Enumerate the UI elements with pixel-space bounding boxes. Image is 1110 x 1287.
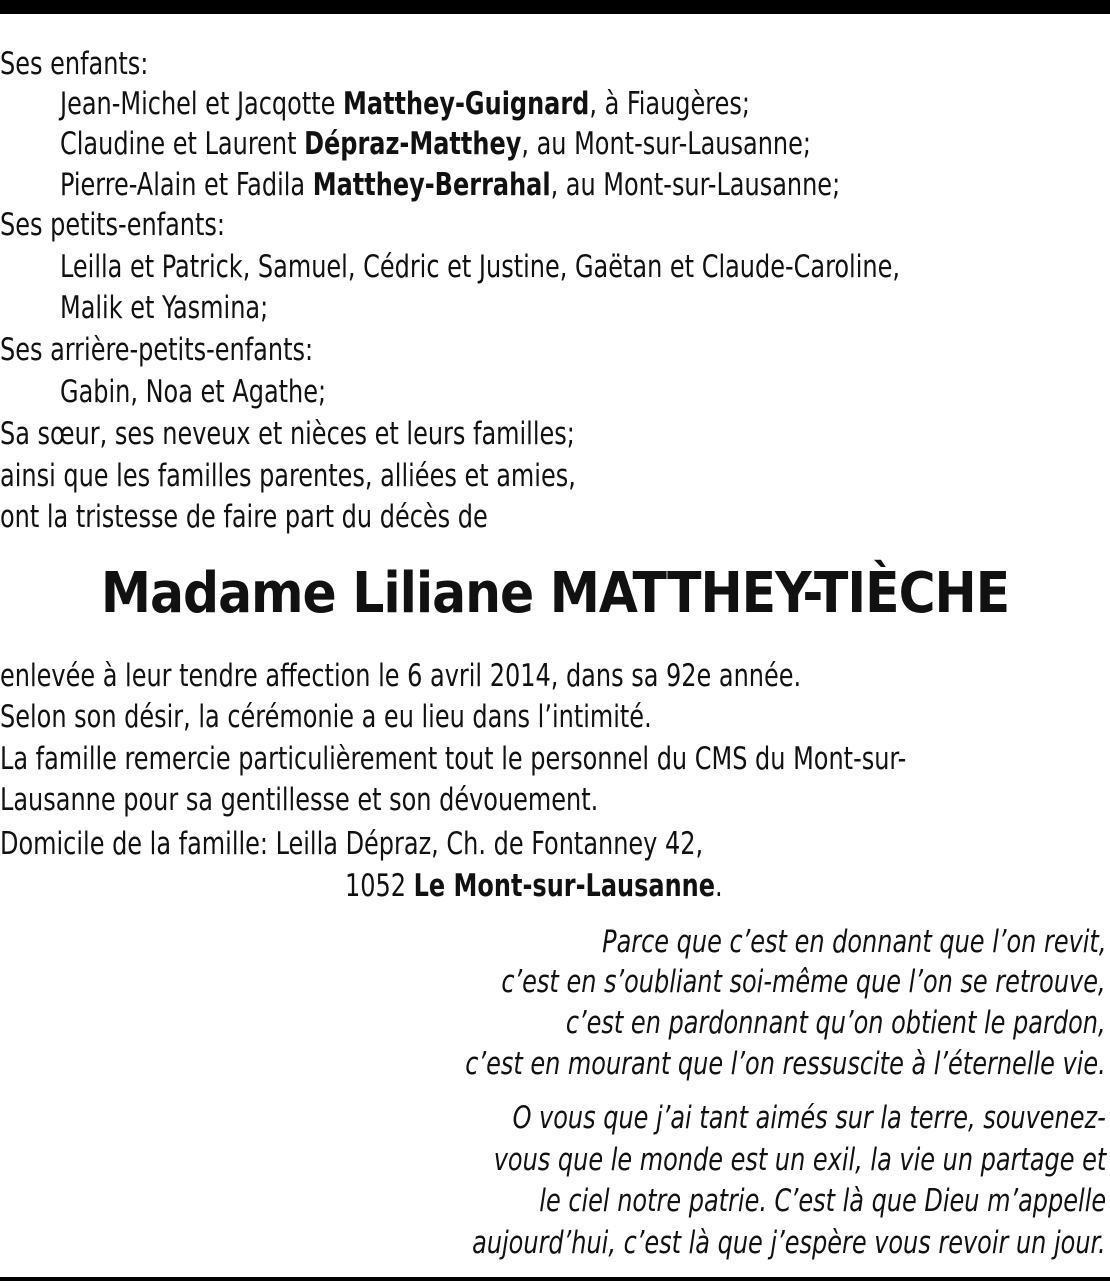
grandchildren-heading: Ses petits-enfants: <box>0 207 225 243</box>
body-line: enlevée à leur tendre affection le 6 avril 2014, dans sa 92e année. <box>0 658 802 694</box>
child-surname: Dépraz-Matthey <box>304 126 522 162</box>
domicile-locality <box>345 866 723 906</box>
quote-line: le ciel notre patrie. C’est là que Dieu m’appelle <box>539 1183 1106 1219</box>
child-surname: Matthey-Berrahal <box>312 167 551 203</box>
quote-line: O vous que j’ai tant aimés sur la terre, souvenez- <box>512 1100 1106 1136</box>
child-names: Claudine et Laurent <box>60 126 305 162</box>
child-line <box>60 165 840 205</box>
great-grandchildren-line: Gabin, Noa et Agathe; <box>60 374 327 410</box>
postcode: 1052 <box>345 868 414 904</box>
deceased-name: Madame Liliane MATTHEY-TIÈCHE <box>100 561 1010 626</box>
announcement-line: ont la tristesse de faire part du décès de <box>0 499 488 535</box>
quote-line: aujourd’hui, c’est là que j’espère vous revoir un jour. <box>472 1225 1106 1261</box>
family-domicile: Domicile de la famille: Leilla Dépraz, Ch. de Fontanney 42, <box>0 826 704 862</box>
child-place: , au Mont-sur-Lausanne; <box>521 126 811 162</box>
child-place: , à Fiaugères; <box>589 86 750 122</box>
sister-line: Sa sœur, ses neveux et nièces et leurs familles; <box>0 416 575 452</box>
grandchildren-line: Leilla et Patrick, Samuel, Cédric et Justine, Gaëtan et Claude-Caroline, <box>60 249 900 285</box>
child-line <box>60 124 811 164</box>
quote-line: Parce que c’est en donnant que l’on revit, <box>601 924 1106 960</box>
child-names: Jean-Michel et Jacqotte <box>60 86 343 122</box>
top-rule <box>0 0 1110 14</box>
quote-line: c’est en s’oubliant soi-même que l’on se retrouve, <box>501 964 1106 1000</box>
bottom-rule <box>0 1277 1110 1281</box>
child-place: , au Mont-sur-Lausanne; <box>550 167 841 203</box>
families-line: ainsi que les familles parentes, alliées et amies, <box>0 458 576 494</box>
great-grandchildren-heading: Ses arrière-petits-enfants: <box>0 332 314 368</box>
child-surname: Matthey-Guignard <box>342 86 590 122</box>
quote-line: vous que le monde est un exil, la vie un partage et <box>493 1142 1106 1178</box>
child-names: Pierre-Alain et Fadila <box>60 167 313 203</box>
grandchildren-line: Malik et Yasmina; <box>60 290 269 326</box>
children-heading: Ses enfants: <box>0 46 149 82</box>
quote-line: c’est en pardonnant qu’on obtient le pardon, <box>566 1005 1106 1041</box>
child-line <box>60 84 750 124</box>
body-line: Selon son désir, la cérémonie a eu lieu dans l’intimité. <box>0 699 652 735</box>
body-line: La famille remercie particulièrement tout le personnel du CMS du Mont-sur- <box>0 741 907 777</box>
locality: Le Mont-sur-Lausanne <box>413 868 716 904</box>
quote-line: c’est en mourant que l’on ressuscite à l’éternelle vie. <box>465 1046 1106 1082</box>
body-line: Lausanne pour sa gentillesse et son dévouement. <box>0 782 599 818</box>
locality-end: . <box>715 868 723 904</box>
